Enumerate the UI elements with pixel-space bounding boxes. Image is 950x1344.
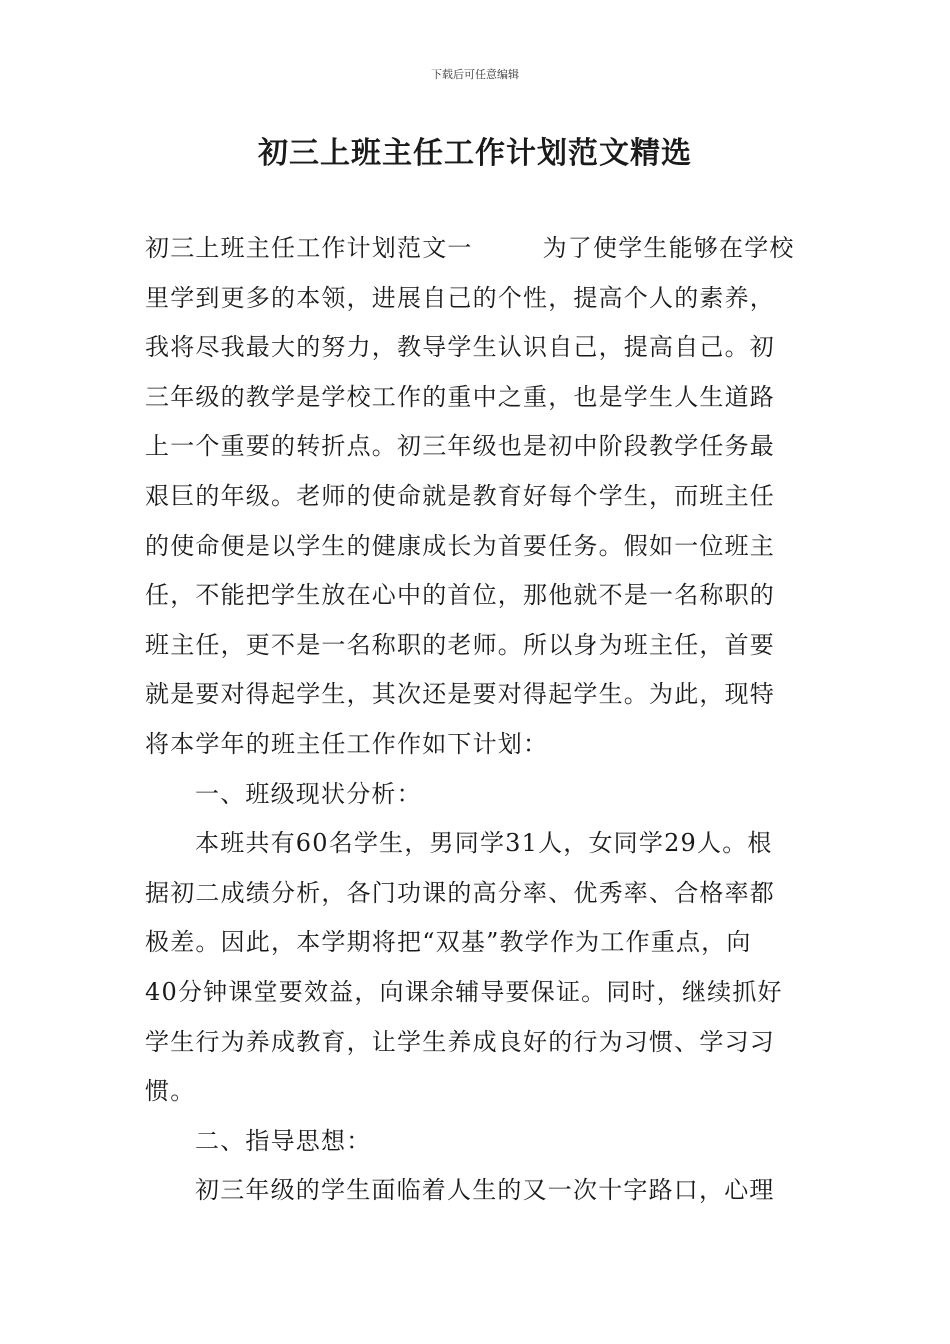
paragraph-text: 为了使学生能够在学校 [542,234,795,262]
paragraph-line: 初三年级的学生面临着人生的又一次十字路口，心理 [195,1176,775,1205]
paragraph-line: 里学到更多的本领，进展自己的个性，提高个人的素养， [145,283,775,312]
paragraph-line: 就是要对得起学生，其次还是要对得起学生。为此，现特 [145,680,775,709]
paragraph-line: 的使命便是以学生的健康成长为首要任务。假如一位班主 [145,531,775,560]
paragraph-line: 艰巨的年级。老师的使命就是教育好每个学生，而班主任 [145,481,775,510]
paragraph-line: 任，不能把学生放在心中的首位，那他就不是一名称职的 [145,581,775,610]
paragraph-line: 将本学年的班主任工作作如下计划： [145,729,549,758]
section-heading: 二、指导思想： [195,1126,372,1155]
paragraph-line [145,224,810,274]
section-heading: 一、班级现状分析： [195,779,422,808]
paragraph-line: 惯。 [145,1077,196,1106]
document-title: 初三上班主任工作计划范文精选 [258,136,692,171]
paragraph-line: 40分钟课堂要效益，向课余辅导要保证。同时，继续抓好 [145,977,783,1006]
section-heading-inline: 初三上班主任工作计划范文一 [145,234,473,262]
paragraph-line: 三年级的教学是学校工作的重中之重，也是学生人生道路 [145,382,775,411]
paragraph-line: 班主任，更不是一名称职的老师。所以身为班主任，首要 [145,630,775,659]
document-body [145,224,810,1216]
paragraph-line: 学生行为养成教育，让学生养成良好的行为习惯、学习习 [145,1027,775,1056]
paragraph-line: 我将尽我最大的努力，教导学生认识自己，提高自己。初 [145,333,775,362]
paragraph-line: 极差。因此，本学期将把“双基”教学作为工作重点，向 [145,928,752,957]
header-note: 下载后可任意编辑 [431,68,519,81]
paragraph-line: 本班共有60名学生，男同学31人，女同学29人。根 [195,829,773,858]
paragraph-line: 上一个重要的转折点。初三年级也是初中阶段教学任务最 [145,432,775,461]
paragraph-line: 据初二成绩分析，各门功课的高分率、优秀率、合格率都 [145,878,775,907]
